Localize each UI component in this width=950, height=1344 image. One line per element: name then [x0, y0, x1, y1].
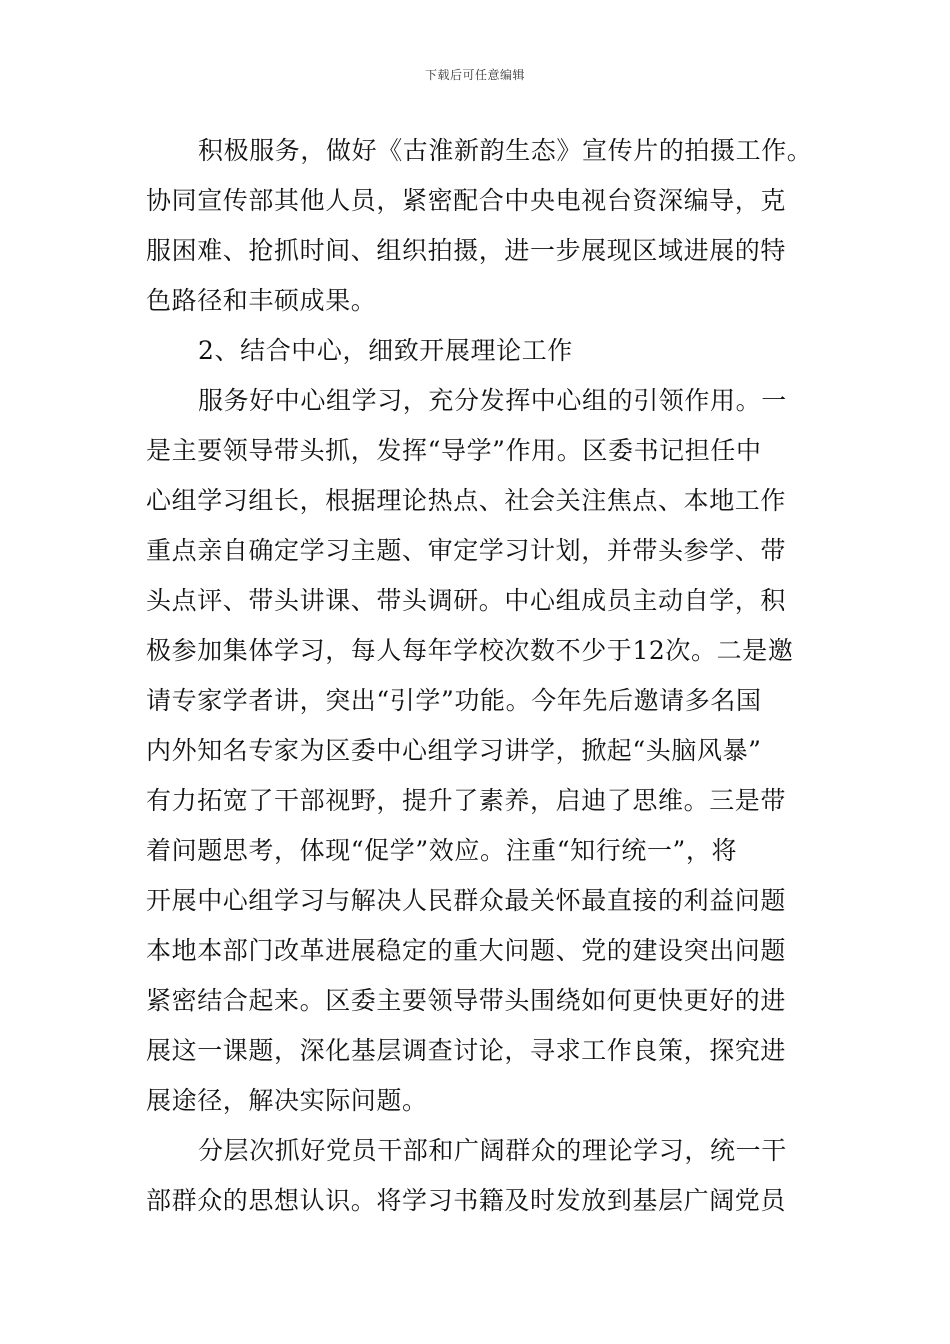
paragraph-line: 是主要领导带头抓，发挥“导学”作用。区委书记担任中: [146, 436, 762, 465]
paragraph-line: 分层次抓好党员干部和广阔群众的理论学习，统一干: [198, 1136, 787, 1165]
section-heading: 2、结合中心，细致开展理论工作: [198, 336, 573, 365]
paragraph-line: 部群众的思想认识。将学习书籍及时发放到基层广阔党员: [146, 1186, 787, 1215]
paragraph-line: 服务好中心组学习，充分发挥中心组的引领作用。一: [198, 386, 787, 415]
paragraph-line: 展这一课题，深化基层调查讨论，寻求工作良策，探究进: [146, 1036, 787, 1065]
paragraph-line: 有力拓宽了干部视野，提升了素养，启迪了思维。三是带: [146, 786, 787, 815]
paragraph-line: 极参加集体学习，每人每年学校次数不少于12次。二是邀: [146, 636, 794, 665]
document-body: [146, 126, 813, 1226]
paragraph-line: 本地本部门改革进展稳定的重大问题、党的建设突出问题: [146, 936, 787, 965]
paragraph-line: 积极服务，做好《古淮新韵生态》宣传片的拍摄工作。: [198, 136, 813, 165]
paragraph-line: 色路径和丰硕成果。: [146, 286, 377, 315]
paragraph-line: 服困难、抢抓时间、组织拍摄，进一步展现区域进展的特: [146, 236, 787, 265]
paragraph-line: 着问题思考，体现“促学”效应。注重“知行统一”，将: [146, 836, 738, 865]
paragraph-line: 开展中心组学习与解决人民群众最关怀最直接的利益问题: [146, 886, 787, 915]
paragraph-line: 内外知名专家为区委中心组学习讲学，掀起“头脑风暴”: [146, 736, 762, 765]
paragraph-line: 头点评、带头讲课、带头调研。中心组成员主动自学，积: [146, 586, 787, 615]
paragraph-line: 请专家学者讲，突出“引学”功能。今年先后邀请多名国: [146, 686, 762, 715]
header-note: 下载后可任意编辑: [424, 68, 525, 82]
paragraph-line: 协同宣传部其他人员，紧密配合中央电视台资深编导，克: [146, 186, 787, 215]
paragraph-line: 重点亲自确定学习主题、审定学习计划，并带头参学、带: [146, 536, 787, 565]
paragraph-line: 紧密结合起来。区委主要领导带头围绕如何更快更好的进: [146, 986, 787, 1015]
paragraph-line: 展途径，解决实际问题。: [146, 1086, 428, 1115]
paragraph-line: 心组学习组长，根据理论热点、社会关注焦点、本地工作: [146, 486, 787, 515]
